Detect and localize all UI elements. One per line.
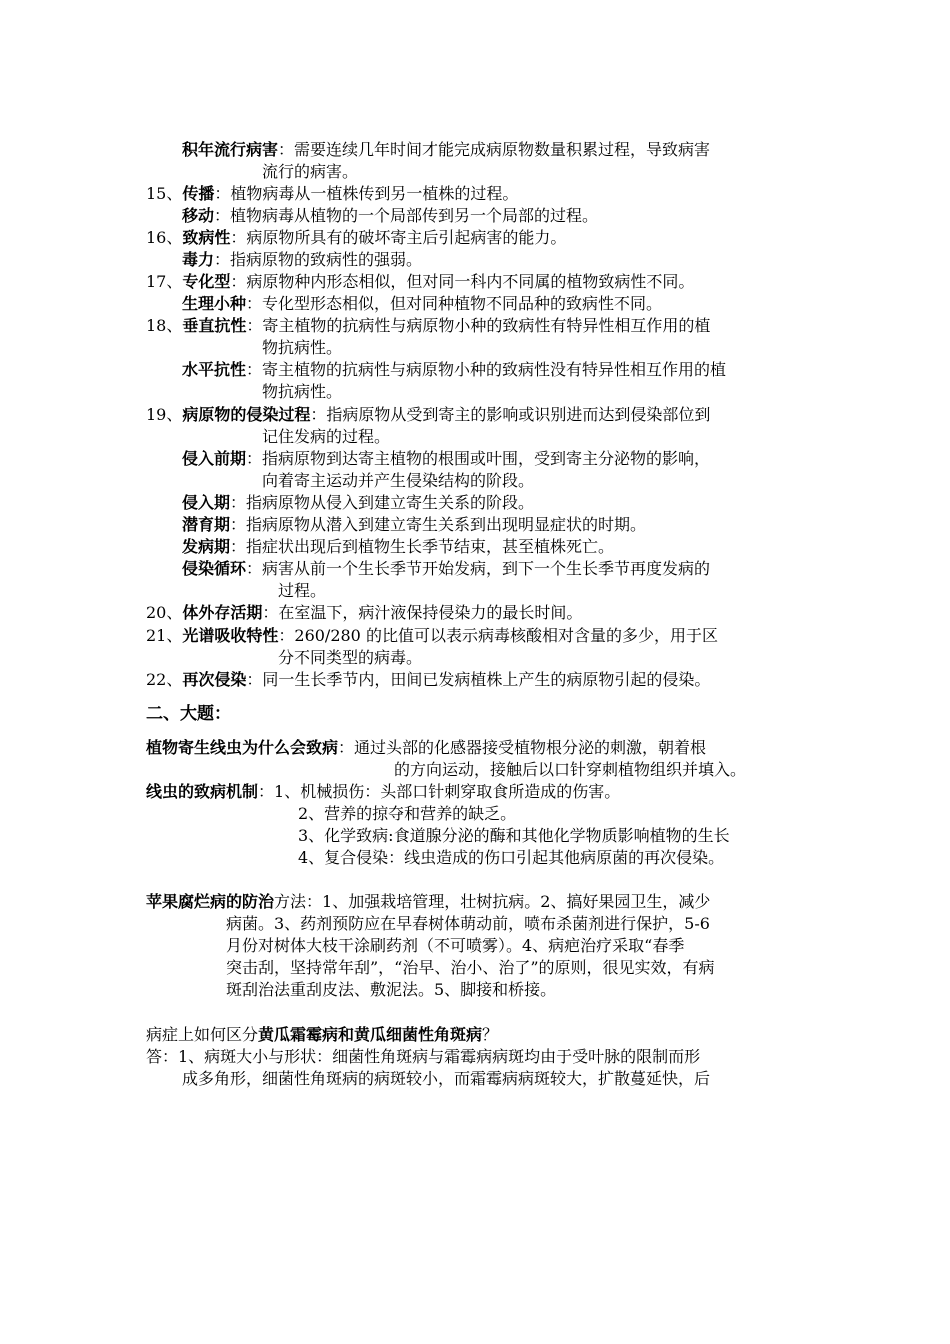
term-definition-continuation: 过程。 xyxy=(278,581,327,600)
answer-continuation: 的方向运动，接触后以口针穿刺植物组织并填入。 xyxy=(394,760,747,779)
item-number: 21、 xyxy=(146,626,183,645)
term-line-qinruqi xyxy=(182,492,534,514)
term-label: 体外存活期 xyxy=(182,603,263,622)
term-label: 水平抗性 xyxy=(182,360,247,379)
item-number: 15、 xyxy=(146,184,183,203)
term-definition-continuation: 物抗病性。 xyxy=(262,382,343,401)
term-label: 生理小种 xyxy=(182,294,247,313)
term-definition: ：病害从前一个生长季节开始发病，到下一个生长季节再度发病的 xyxy=(246,559,711,578)
term-definition: ：专化型形态相似，但对同种植物不同品种的致病性不同。 xyxy=(246,294,663,313)
term-line-fabingqi xyxy=(182,536,614,558)
cucumber-question-line xyxy=(146,1024,498,1046)
nematode-mechanism-line xyxy=(146,781,620,803)
term-definition: ：指病原物从潜入到建立寄生关系到出现明显症状的时期。 xyxy=(230,515,647,534)
term-line-duli xyxy=(182,249,422,271)
term-line-16 xyxy=(146,227,566,249)
mechanism-item: 3、化学致病:食道腺分泌的酶和其他化学物质影响植物的生长 xyxy=(298,826,730,845)
answer-text: 方法：1、加强栽培管理，壮树抗病。2、搞好果园卫生，减少 xyxy=(274,892,711,911)
term-line-18 xyxy=(146,315,710,337)
term-definition: ：植物病毒从一植株传到另一植株的过程。 xyxy=(214,184,519,203)
answer-text: ：通过头部的化感器接受植物根分泌的刺激，朝着根 xyxy=(338,738,707,757)
term-label: 再次侵染 xyxy=(182,670,247,689)
section-heading: 二、大题： xyxy=(146,704,231,724)
question-suffix: ？ xyxy=(482,1025,499,1044)
answer-text: 答：1、病斑大小与形状：细菌性角斑病与霜霉病病斑均由于受叶脉的限制而形 xyxy=(146,1047,701,1066)
term-line-jinianliuxing xyxy=(182,139,710,161)
term-line-17 xyxy=(146,271,694,293)
term-label: 毒力 xyxy=(182,250,215,269)
term-definition-continuation: 记住发病的过程。 xyxy=(262,427,391,446)
apple-control-line xyxy=(146,891,710,913)
term-label: 发病期 xyxy=(182,537,231,556)
mechanism-item: 2、营养的掠夺和营养的缺乏。 xyxy=(298,804,517,823)
mechanism-item: ：1、机械损伤：头部口针刺穿取食所造成的伤害。 xyxy=(258,782,621,801)
nematode-question-line xyxy=(146,737,706,759)
term-line-22 xyxy=(146,669,710,691)
term-label: 移动 xyxy=(182,206,215,225)
term-line-20 xyxy=(146,602,582,624)
item-number: 22、 xyxy=(146,670,183,689)
term-definition-continuation: 向着寄主运动并产生侵染结构的阶段。 xyxy=(262,471,535,490)
term-line-qianyuqi xyxy=(182,514,646,536)
term-label: 专化型 xyxy=(182,272,231,291)
term-line-qinruqianqi xyxy=(182,448,710,470)
term-label: 垂直抗性 xyxy=(182,316,247,335)
question-prefix: 病症上如何区分 xyxy=(146,1025,259,1044)
term-line-yidong xyxy=(182,205,598,227)
term-label: 侵入前期 xyxy=(182,449,247,468)
term-definition-continuation: 物抗病性。 xyxy=(262,338,343,357)
term-definition: ：病原物种内形态相似，但对同一科内不同属的植物致病性不同。 xyxy=(230,272,695,291)
term-definition: ：寄主植物的抗病性与病原物小种的致病性有特异性相互作用的植 xyxy=(246,316,711,335)
answer-continuation: 斑刮治法重刮皮法、敷泥法。5、脚接和桥接。 xyxy=(226,980,557,999)
term-definition: ：指症状出现后到植物生长季节结束，甚至植株死亡。 xyxy=(230,537,615,556)
term-label: 积年流行病害 xyxy=(182,140,279,159)
item-number: 19、 xyxy=(146,405,183,424)
term-definition-continuation: 流行的病害。 xyxy=(262,162,359,181)
term-line-19 xyxy=(146,404,710,426)
answer-continuation: 突击刮，坚持常年刮”，“治早、治小、治了”的原则，很见实效，有病 xyxy=(226,958,715,977)
term-label: 光谱吸收特性 xyxy=(182,626,279,645)
term-label: 侵入期 xyxy=(182,493,231,512)
answer-continuation: 病菌。3、药剂预防应在早春树体萌动前，喷布杀菌剂进行保护，5-6 xyxy=(226,914,710,933)
term-label: 病原物的侵染过程 xyxy=(182,405,311,424)
term-definition: ：需要连续几年时间才能完成病原物数量积累过程，导致病害 xyxy=(278,140,711,159)
question-label: 植物寄生线虫为什么会致病 xyxy=(146,738,339,757)
term-definition: ：指病原物到达寄主植物的根围或叶围，受到寄主分泌物的影响， xyxy=(246,449,711,468)
term-definition: ：260/280 的比值可以表示病毒核酸相对含量的多少，用于区 xyxy=(278,626,718,645)
term-definition: ：指病原物的致病性的强弱。 xyxy=(214,250,423,269)
term-label: 致病性 xyxy=(182,228,231,247)
term-definition: ：同一生长季节内，田间已发病植株上产生的病原物引起的侵染。 xyxy=(246,670,711,689)
term-label: 潜育期 xyxy=(182,515,231,534)
item-number: 18、 xyxy=(146,316,183,335)
term-definition: ：指病原物从侵入到建立寄生关系的阶段。 xyxy=(230,493,535,512)
mechanism-item: 4、复合侵染：线虫造成的伤口引起其他病原菌的再次侵染。 xyxy=(298,848,725,867)
term-definition-continuation: 分不同类型的病毒。 xyxy=(278,648,423,667)
question-label: 苹果腐烂病的防治 xyxy=(146,892,275,911)
term-definition: ：植物病毒从植物的一个局部传到另一个局部的过程。 xyxy=(214,206,599,225)
answer-continuation: 月份对树体大枝干涂刷药剂（不可喷雾）。4、病疤治疗采取“春季 xyxy=(226,936,685,955)
term-definition: ：病原物所具有的破坏寄主后引起病害的能力。 xyxy=(230,228,567,247)
term-line-shuipingkangxing xyxy=(182,359,726,381)
question-label: 线虫的致病机制 xyxy=(146,782,259,801)
term-label: 传播 xyxy=(182,184,215,203)
term-label: 侵染循环 xyxy=(182,559,247,578)
item-number: 17、 xyxy=(146,272,183,291)
answer-continuation: 成多角形，细菌性角斑病的病斑较小，而霜霉病病斑较大，扩散蔓延快，后 xyxy=(182,1069,711,1088)
term-definition: ：在室温下，病汁液保持侵染力的最长时间。 xyxy=(262,603,583,622)
item-number: 20、 xyxy=(146,603,183,622)
item-number: 16、 xyxy=(146,228,183,247)
term-line-21 xyxy=(146,625,718,647)
term-line-15 xyxy=(146,183,518,205)
term-line-qinranxunhuan xyxy=(182,558,710,580)
question-label: 黄瓜霜霉病和黄瓜细菌性角斑病 xyxy=(258,1025,483,1044)
term-definition: ：指病原物从受到寄主的影响或识别进而达到侵染部位到 xyxy=(310,405,711,424)
term-definition: ：寄主植物的抗病性与病原物小种的致病性没有特异性相互作用的植 xyxy=(246,360,727,379)
term-line-shenglixiaozhong xyxy=(182,293,662,315)
